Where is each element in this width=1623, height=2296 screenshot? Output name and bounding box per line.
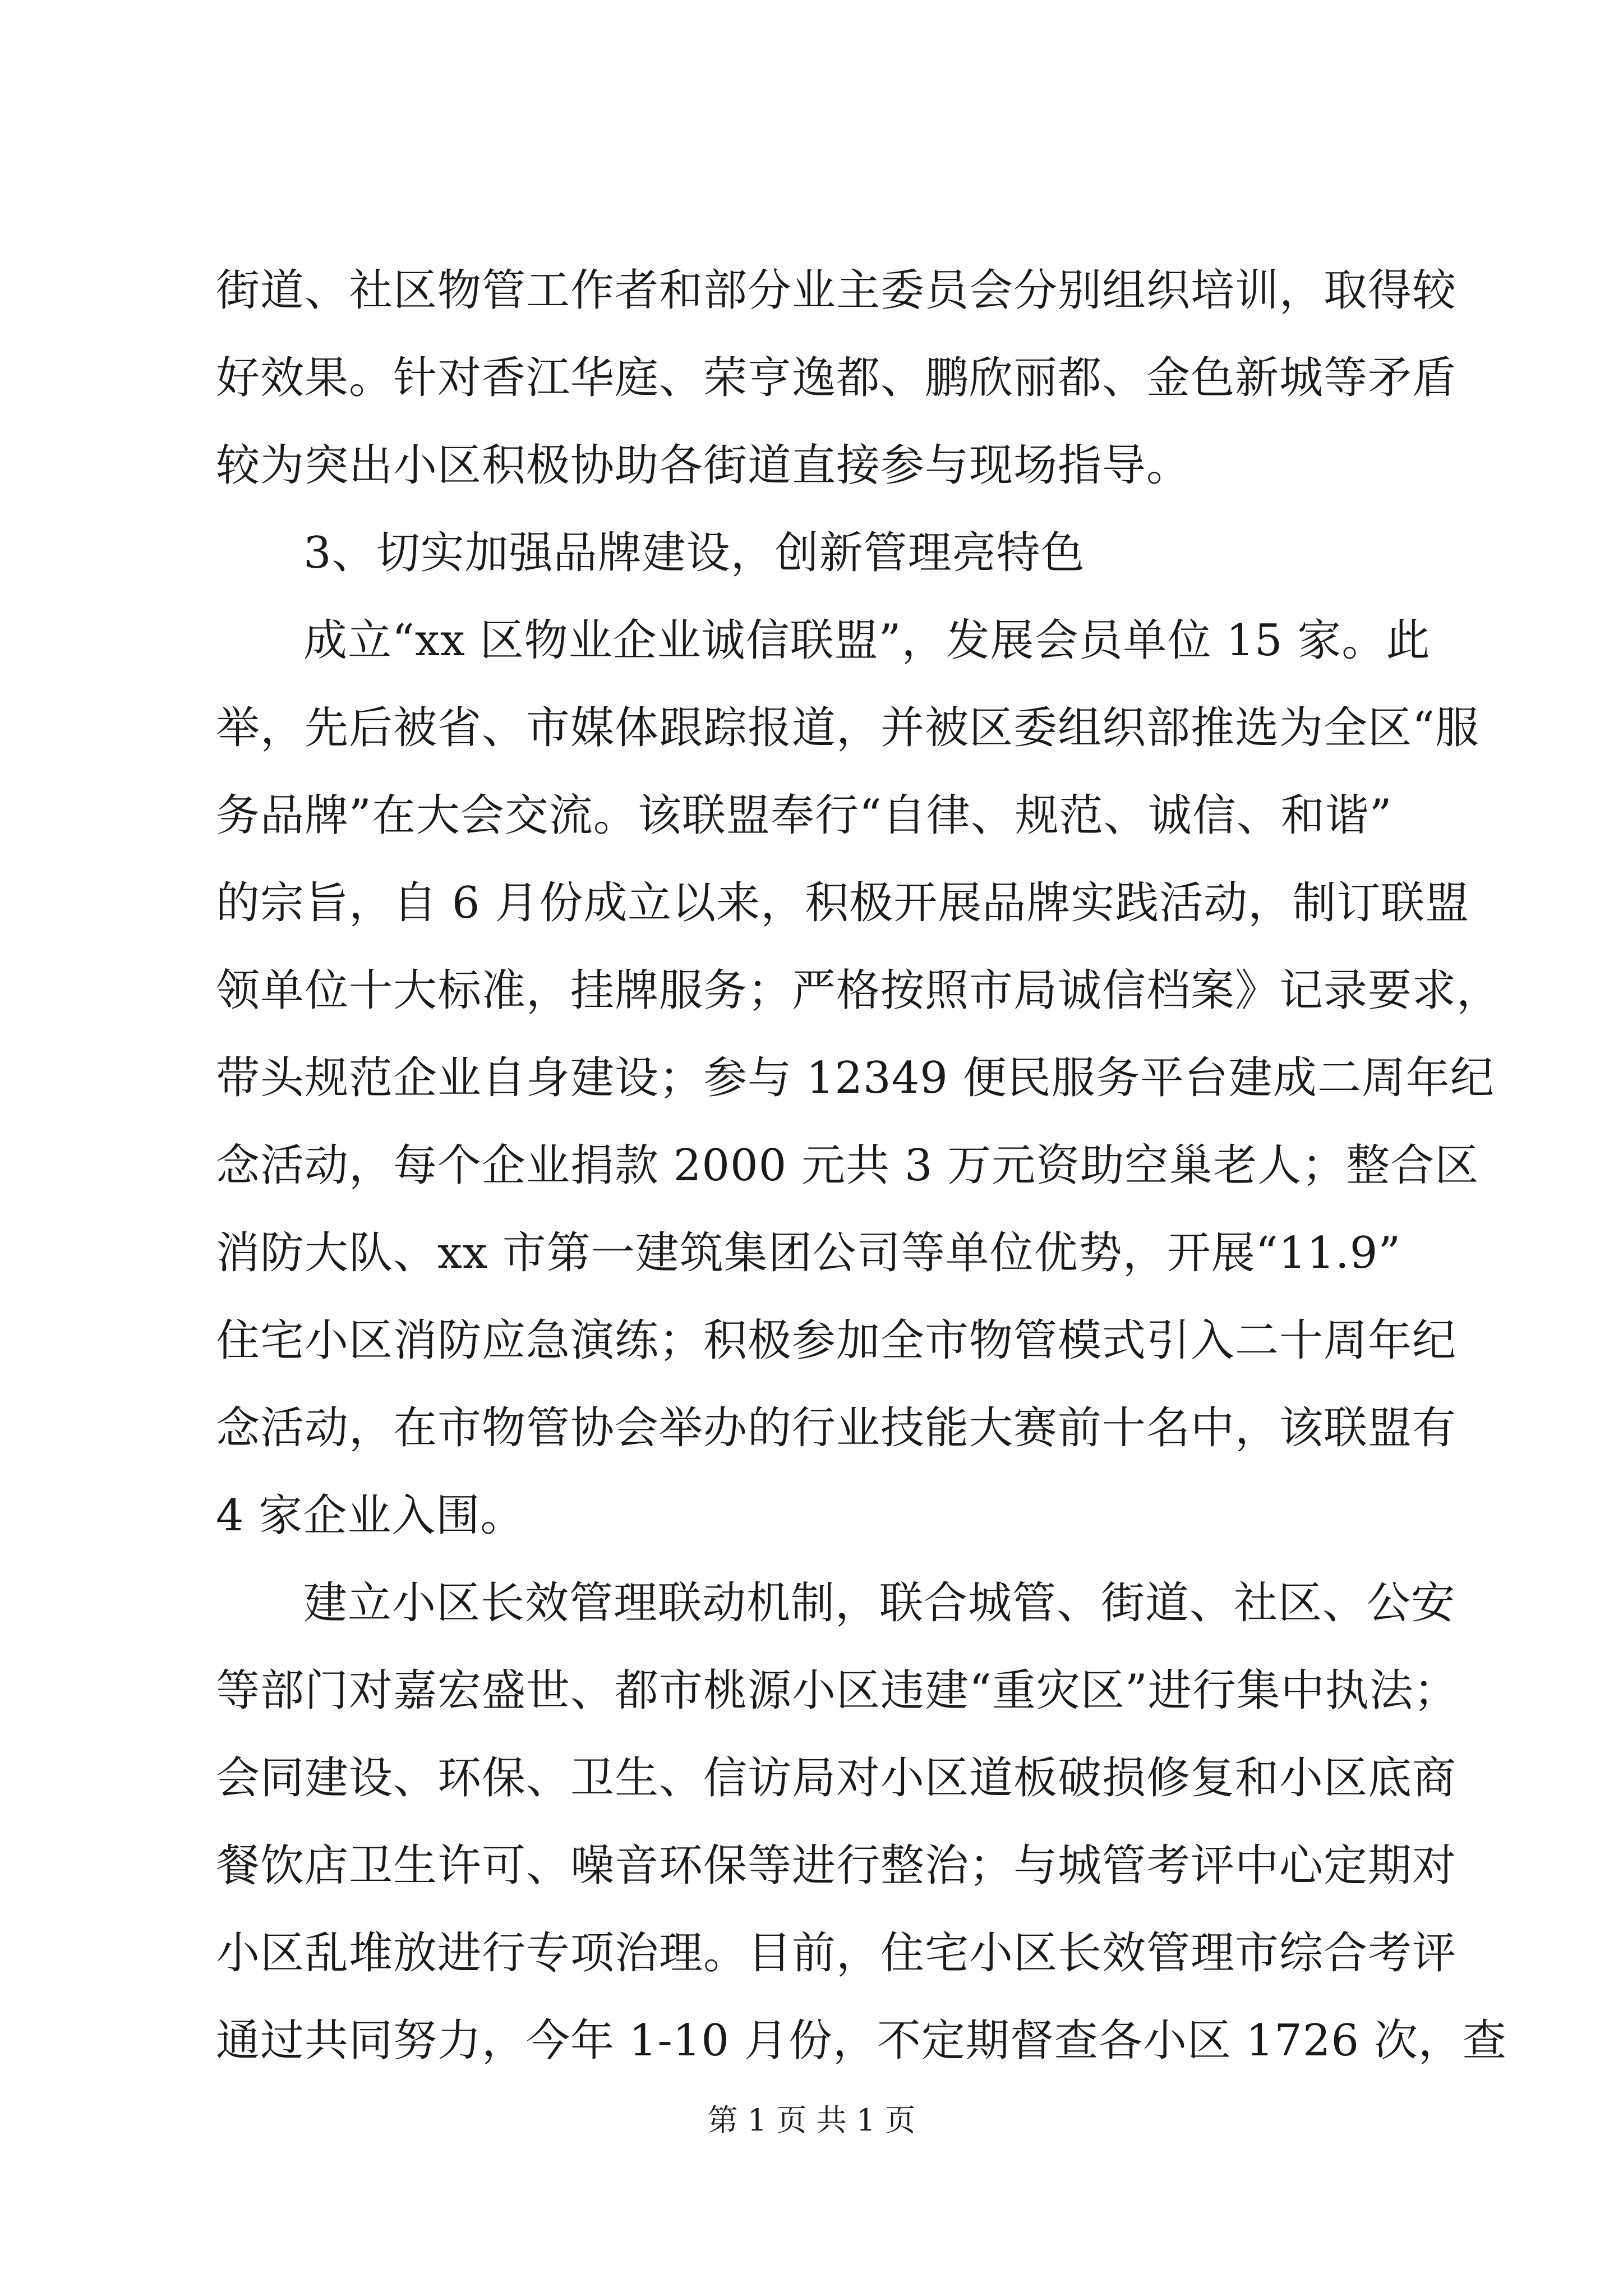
text-line: 通过共同努力，今年 1-10 月份，不定期督查各小区 1726 次，查 xyxy=(216,2016,1507,2066)
text-line: 街道、社区物管工作者和部分业主委员会分别组织培训，取得较 xyxy=(216,265,1457,316)
text-line: 等部门对嘉宏盛世、都市桃源小区违建“重灾区”进行集中执法； xyxy=(216,1665,1458,1716)
text-line: 住宅小区消防应急演练；积极参加全市物管模式引入二十周年纪 xyxy=(216,1315,1457,1366)
text-line: 念活动，在市物管协会举办的行业技能大赛前十名中，该联盟有 xyxy=(216,1403,1457,1453)
text-line: 餐饮店卫生许可、噪音环保等进行整治；与城管考评中心定期对 xyxy=(216,1841,1457,1891)
text-line: 念活动，每个企业捐款 2000 元共 3 万元资助空巢老人；整合区 xyxy=(216,1140,1479,1191)
text-line: 成立“xx 区物业企业诚信联盟”，发展会员单位 15 家。此 xyxy=(303,615,1431,666)
page-number-footer: 第 1 页 共 1 页 xyxy=(707,2102,916,2138)
text-line: 务品牌”在大会交流。该联盟奉行“自律、规范、诚信、和谐” xyxy=(216,790,1393,841)
text-line: 小区乱堆放进行专项治理。目前，住宅小区长效管理市综合考评 xyxy=(216,1928,1457,1978)
text-line: 建立小区长效管理联动机制，联合城管、街道、社区、公安 xyxy=(303,1578,1456,1628)
text-line: 4 家企业入围。 xyxy=(216,1490,525,1541)
text-line: 举，先后被省、市媒体跟踪报道，并被区委组织部推选为全区“服 xyxy=(216,703,1479,753)
text-line: 消防大队、xx 市第一建筑集团公司等单位优势，开展“11.9” xyxy=(216,1228,1401,1278)
text-line: 领单位十大标准，挂牌服务；严格按照市局诚信档案》记录要求， xyxy=(216,965,1501,1016)
text-line: 较为突出小区积极协助各街道直接参与现场指导。 xyxy=(216,440,1191,491)
text-line: 会同建设、环保、卫生、信访局对小区道板破损修复和小区底商 xyxy=(216,1753,1457,1803)
text-line: 好效果。针对香江华庭、荣亨逸都、鹏欣丽都、金色新城等矛盾 xyxy=(216,353,1457,403)
text-line: 带头规范企业自身建设；参与 12349 便民服务平台建成二周年纪 xyxy=(216,1053,1495,1103)
text-line: 的宗旨，自 6 月份成立以来，积极开展品牌实践活动，制订联盟 xyxy=(216,878,1470,928)
section-heading: 3、切实加强品牌建设，创新管理亮特色 xyxy=(303,528,1085,578)
